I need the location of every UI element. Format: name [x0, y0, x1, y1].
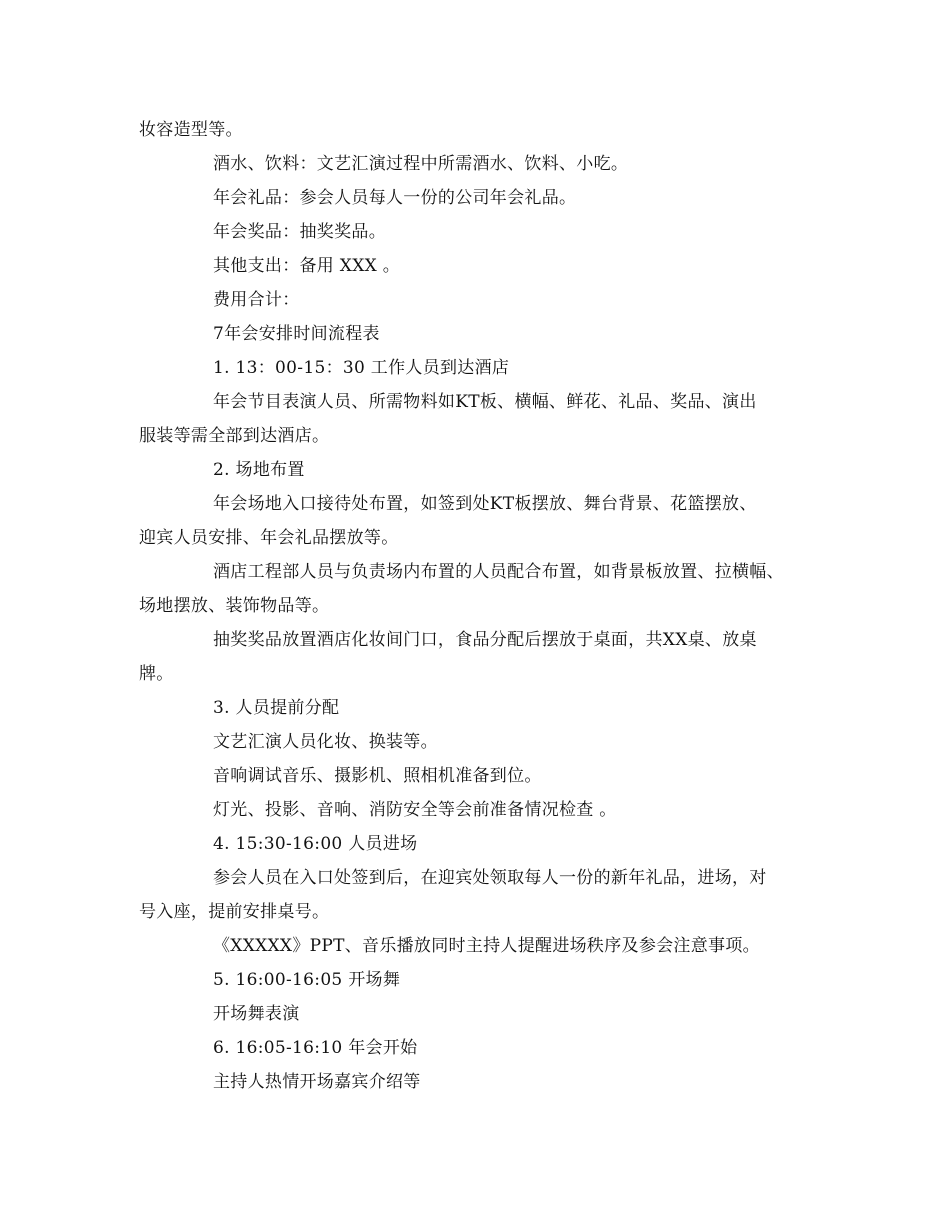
- text-line: 年会奖品：抽奖奖品。: [213, 222, 386, 242]
- section-heading: 7年会安排时间流程表: [213, 324, 380, 344]
- schedule-item-heading: 4. 15:30-16:00 人员进场: [213, 834, 418, 854]
- text-line: 灯光、投影、音响、消防安全等会前准备情况检查 。: [213, 800, 617, 820]
- text-line: 文艺汇演人员化妆、换装等。: [213, 732, 438, 752]
- text-line: 主持人热情开场嘉宾介绍等: [213, 1072, 421, 1092]
- text-line: 音响调试音乐、摄影机、照相机准备到位。: [213, 766, 542, 786]
- text-line: 妆容造型等。: [139, 120, 243, 140]
- text-line: 号入座，提前安排桌号。: [139, 902, 330, 922]
- text-line: 抽奖奖品放置酒店化妆间门口，食品分配后摆放于桌面，共XX桌、放桌: [213, 630, 757, 650]
- schedule-item-heading: 6. 16:05-16:10 年会开始: [213, 1038, 418, 1058]
- schedule-item-heading: 3. 人员提前分配: [213, 698, 340, 718]
- schedule-item-heading: 2. 场地布置: [213, 460, 305, 480]
- text-line: 场地摆放、装饰物品等。: [139, 596, 330, 616]
- schedule-item-heading: 1. 13：00-15：30 工作人员到达酒店: [213, 358, 510, 378]
- text-line: 开场舞表演: [213, 1004, 300, 1024]
- document-body: [139, 113, 819, 1099]
- text-line: 参会人员在入口处签到后，在迎宾处领取每人一份的新年礼品，进场，对: [213, 868, 767, 888]
- text-line: 年会节目表演人员、所需物料如KT板、横幅、鲜花、礼品、奖品、演出: [213, 392, 757, 412]
- text-line: 牌。: [139, 664, 174, 684]
- text-line: 年会场地入口接待处布置，如签到处KT板摆放、舞台背景、花篮摆放、: [213, 494, 757, 514]
- text-line: 费用合计：: [213, 290, 300, 310]
- text-line: 其他支出：备用 XXX 。: [213, 256, 401, 276]
- text-line: 酒店工程部人员与负责场内布置的人员配合布置，如背景板放置、拉横幅、: [213, 562, 784, 582]
- text-line: 年会礼品：参会人员每人一份的公司年会礼品。: [213, 188, 577, 208]
- text-line: 服装等需全部到达酒店。: [139, 426, 330, 446]
- schedule-item-heading: 5. 16:00-16:05 开场舞: [213, 970, 401, 990]
- text-line: 酒水、饮料：文艺汇演过程中所需酒水、饮料、小吃。: [213, 154, 629, 174]
- text-line: 《XXXXX》PPT、音乐播放同时主持人提醒进场秩序及参会注意事项。: [213, 936, 760, 956]
- text-line: 迎宾人员安排、年会礼品摆放等。: [139, 528, 399, 548]
